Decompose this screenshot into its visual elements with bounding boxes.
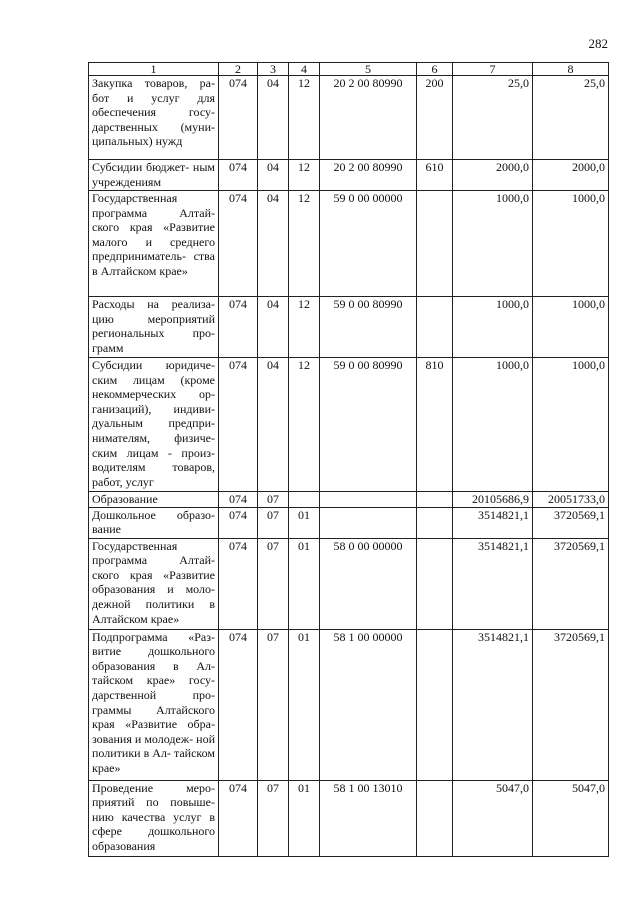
column-header: 6 (417, 63, 453, 76)
cell-expense-type (417, 191, 453, 297)
table-row (89, 358, 609, 492)
table-row (89, 191, 609, 297)
column-header: 3 (258, 63, 289, 76)
table-header-row (89, 63, 609, 76)
column-header: 5 (320, 63, 417, 76)
cell-subsection: 12 (289, 358, 320, 492)
cell-target-article: 20 2 00 80990 (320, 76, 417, 160)
cell-ministry: 074 (219, 538, 258, 629)
cell-section: 04 (258, 160, 289, 191)
table-row (89, 780, 609, 856)
cell-section: 04 (258, 297, 289, 358)
cell-subsection: 12 (289, 191, 320, 297)
cell-ministry: 074 (219, 492, 258, 508)
column-header: 1 (89, 63, 219, 76)
cell-subsection: 12 (289, 76, 320, 160)
cell-subsection: 01 (289, 507, 320, 538)
table-row (89, 160, 609, 191)
cell-section: 07 (258, 629, 289, 780)
budget-table (88, 62, 609, 857)
cell-ministry: 074 (219, 191, 258, 297)
table-row (89, 76, 609, 160)
cell-target-article: 58 1 00 13010 (320, 780, 417, 856)
table-row (89, 507, 609, 538)
cell-amount-year1: 1000,0 (453, 358, 533, 492)
cell-amount-year1: 3514821,1 (453, 538, 533, 629)
column-header: 7 (453, 63, 533, 76)
cell-amount-year2: 25,0 (533, 76, 609, 160)
row-name: Расходы на реализа- цию мероприятий региональных про- грамм (89, 297, 219, 358)
row-name: Государственная программа Алтай- ского края «Развитие малого и среднего предприниматель- ства в Алтайском крае» (89, 191, 219, 297)
cell-amount-year2: 3720569,1 (533, 538, 609, 629)
cell-ministry: 074 (219, 780, 258, 856)
cell-amount-year2: 1000,0 (533, 358, 609, 492)
cell-section: 04 (258, 191, 289, 297)
cell-target-article: 58 0 00 00000 (320, 538, 417, 629)
cell-subsection (289, 492, 320, 508)
cell-amount-year2: 3720569,1 (533, 629, 609, 780)
table-row (89, 629, 609, 780)
row-name: Проведение меро- приятий по повыше- нию качества услуг в сфере дошкольного образования (89, 780, 219, 856)
cell-ministry: 074 (219, 76, 258, 160)
column-header: 2 (219, 63, 258, 76)
cell-target-article: 59 0 00 00000 (320, 191, 417, 297)
cell-target-article: 58 1 00 00000 (320, 629, 417, 780)
cell-ministry: 074 (219, 358, 258, 492)
cell-ministry: 074 (219, 297, 258, 358)
row-name: Субсидии бюджет- ным учреждениям (89, 160, 219, 191)
cell-section: 07 (258, 492, 289, 508)
cell-amount-year1: 20105686,9 (453, 492, 533, 508)
row-name: Закупка товаров, ра- бот и услуг для обеспечения госу- дарственных (муни- ципальных) нужд (89, 76, 219, 160)
cell-subsection: 01 (289, 629, 320, 780)
column-header: 8 (533, 63, 609, 76)
row-name: Образование (89, 492, 219, 508)
cell-target-article (320, 507, 417, 538)
row-name: Государственная программа Алтай- ского края «Развитие образования и моло- дежной политики в Алтайском крае» (89, 538, 219, 629)
cell-target-article: 59 0 00 80990 (320, 358, 417, 492)
cell-section: 07 (258, 780, 289, 856)
table-row (89, 492, 609, 508)
cell-amount-year1: 2000,0 (453, 160, 533, 191)
cell-amount-year2: 20051733,0 (533, 492, 609, 508)
cell-amount-year2: 5047,0 (533, 780, 609, 856)
cell-amount-year1: 25,0 (453, 76, 533, 160)
cell-amount-year1: 3514821,1 (453, 507, 533, 538)
page-number: 282 (588, 36, 608, 51)
row-name: Дошкольное образо- вание (89, 507, 219, 538)
cell-subsection: 01 (289, 780, 320, 856)
cell-expense-type (417, 629, 453, 780)
cell-expense-type: 810 (417, 358, 453, 492)
cell-amount-year1: 5047,0 (453, 780, 533, 856)
cell-amount-year2: 1000,0 (533, 191, 609, 297)
cell-section: 04 (258, 76, 289, 160)
table-row (89, 538, 609, 629)
cell-target-article (320, 492, 417, 508)
cell-subsection: 12 (289, 160, 320, 191)
cell-expense-type (417, 507, 453, 538)
cell-expense-type (417, 538, 453, 629)
cell-ministry: 074 (219, 507, 258, 538)
cell-amount-year2: 1000,0 (533, 297, 609, 358)
cell-amount-year2: 3720569,1 (533, 507, 609, 538)
cell-amount-year1: 3514821,1 (453, 629, 533, 780)
column-header: 4 (289, 63, 320, 76)
cell-target-article: 59 0 00 80990 (320, 297, 417, 358)
cell-amount-year1: 1000,0 (453, 191, 533, 297)
cell-expense-type (417, 492, 453, 508)
cell-subsection: 12 (289, 297, 320, 358)
cell-amount-year1: 1000,0 (453, 297, 533, 358)
cell-amount-year2: 2000,0 (533, 160, 609, 191)
cell-expense-type (417, 297, 453, 358)
row-name: Подпрограмма «Раз- витие дошкольного образования в Ал- тайском крае» госу- дарственной про- граммы Алтайского края «Развитие обра- зования и молодеж- ной политики в Ал- тайском крае» (89, 629, 219, 780)
cell-subsection: 01 (289, 538, 320, 629)
cell-section: 04 (258, 358, 289, 492)
cell-expense-type (417, 780, 453, 856)
cell-section: 07 (258, 538, 289, 629)
cell-section: 07 (258, 507, 289, 538)
cell-expense-type: 200 (417, 76, 453, 160)
cell-ministry: 074 (219, 160, 258, 191)
row-name: Субсидии юридиче- ским лицам (кроме некоммерческих ор- ганизаций), индиви- дуальным предпри- нимателям, физиче- ским лицам - произ- водителям товаров, работ, услуг (89, 358, 219, 492)
cell-ministry: 074 (219, 629, 258, 780)
cell-expense-type: 610 (417, 160, 453, 191)
cell-target-article: 20 2 00 80990 (320, 160, 417, 191)
table-row (89, 297, 609, 358)
